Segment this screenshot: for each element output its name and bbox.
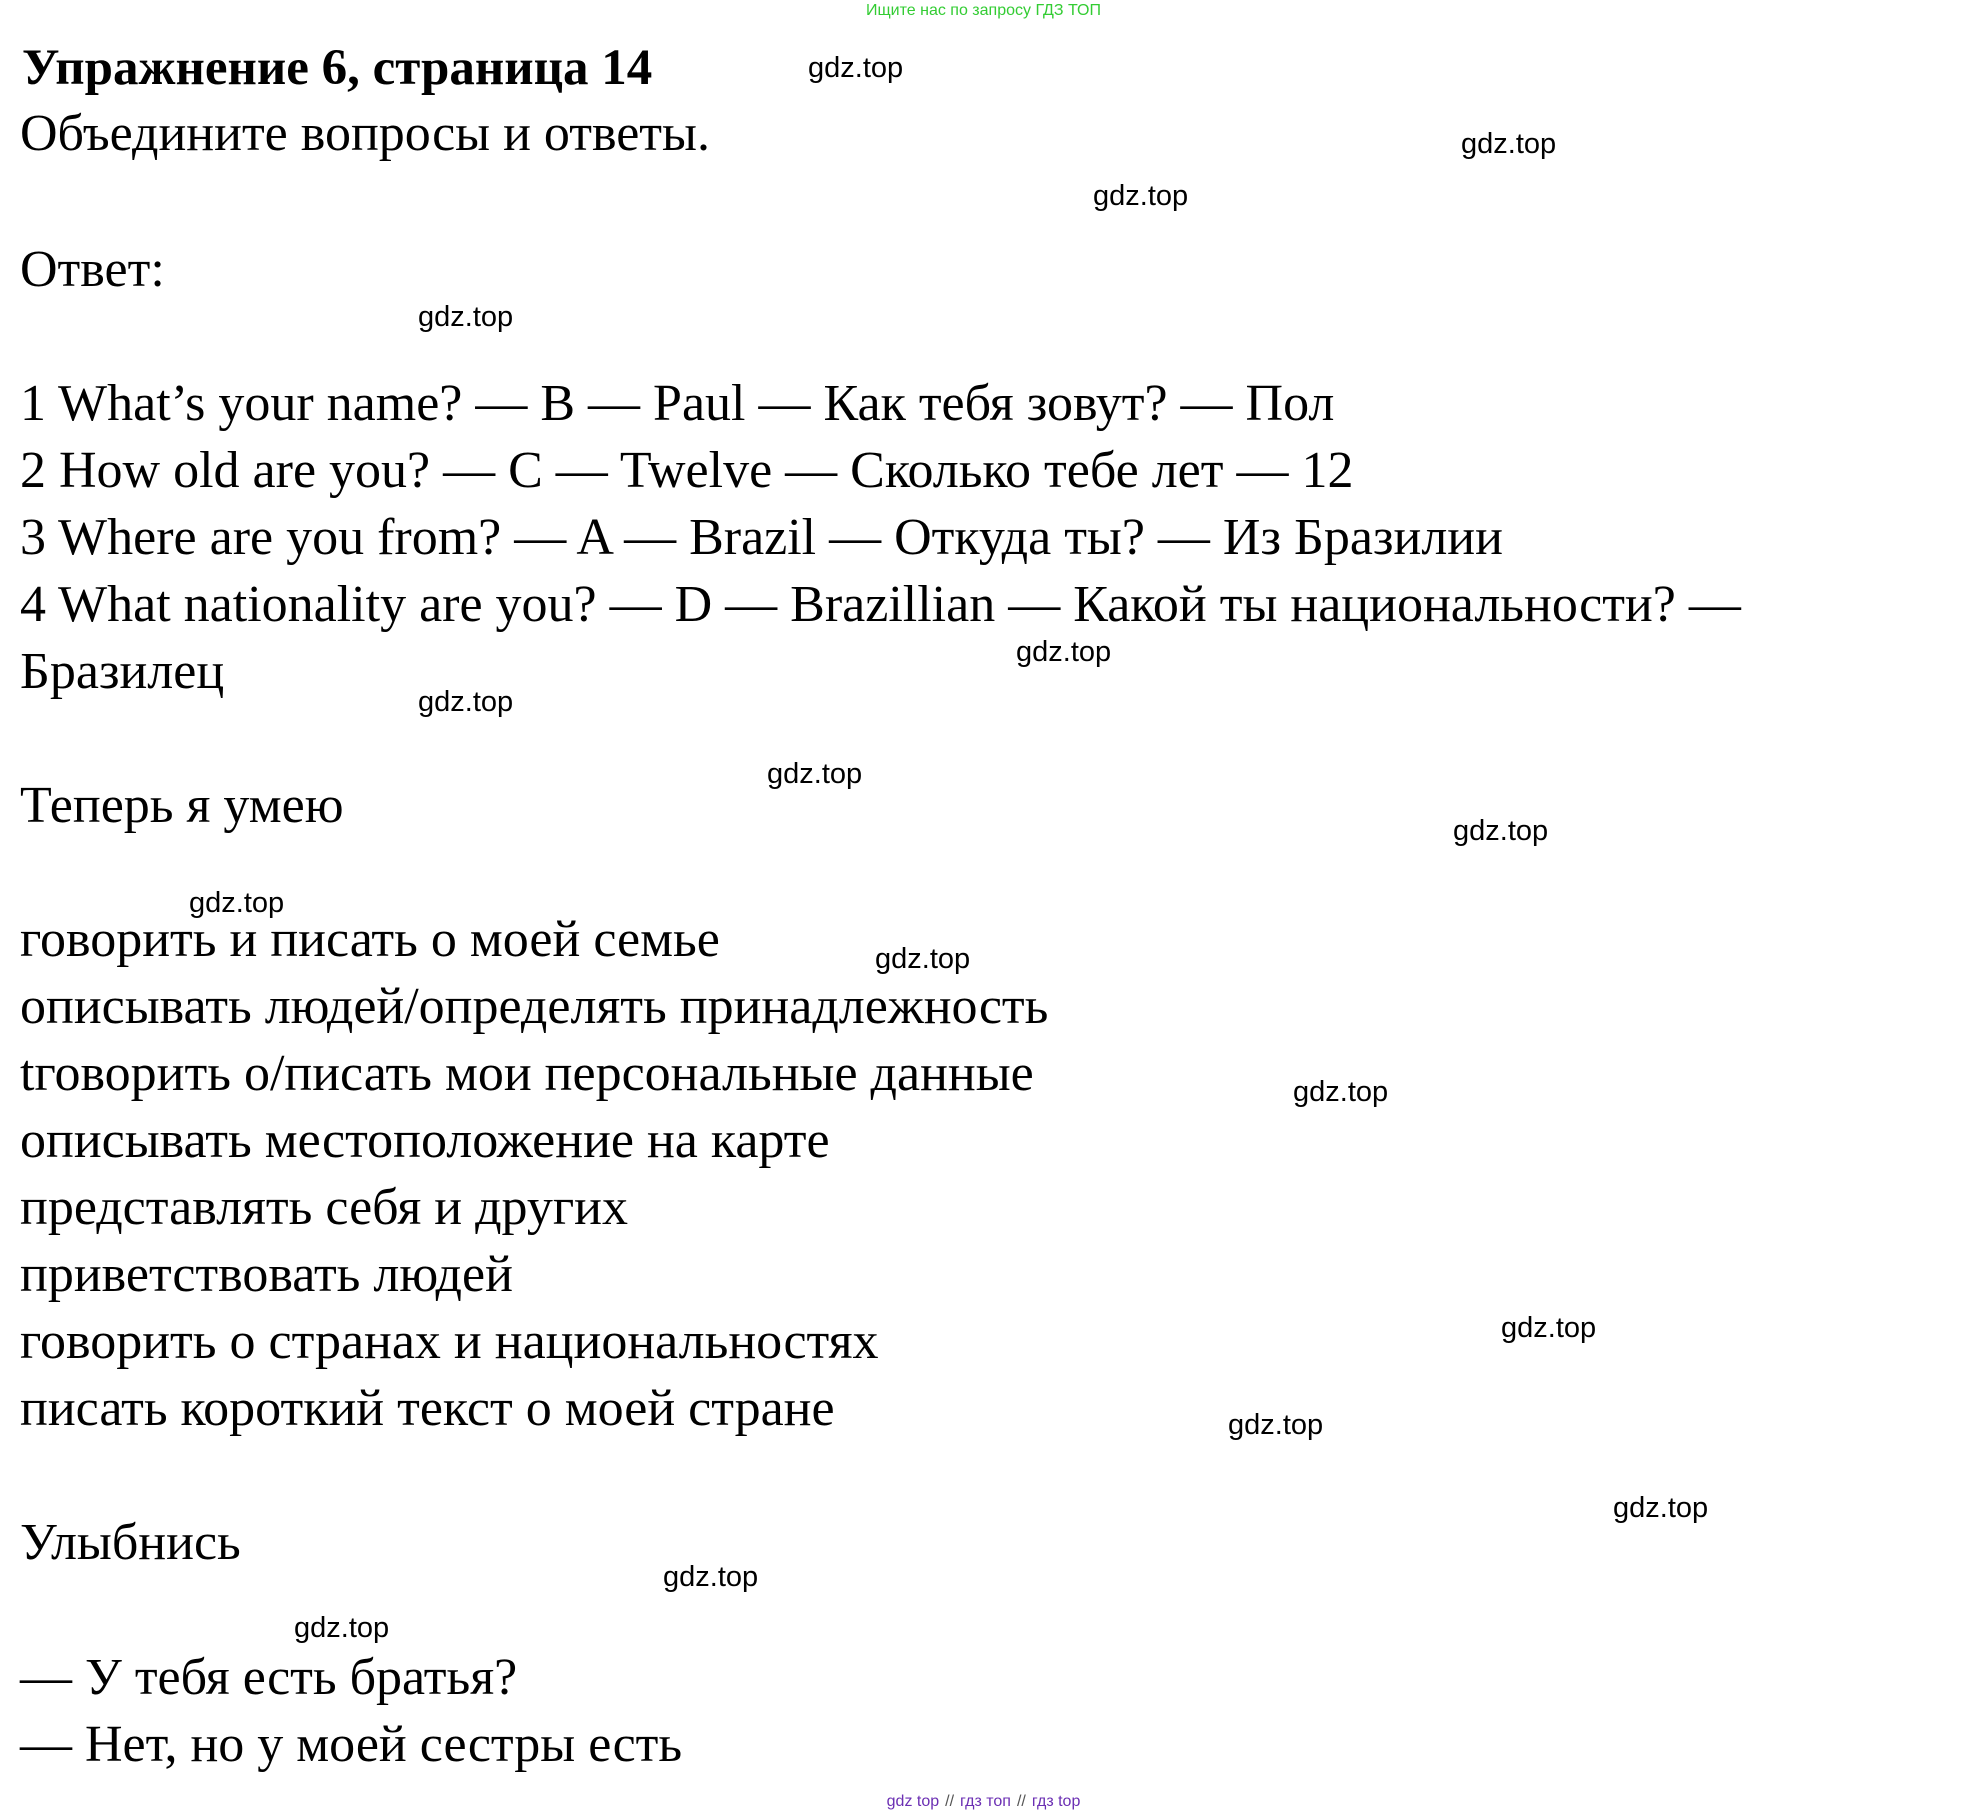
answer-line: 1 What’s your name? — B — Paul — Как тебя зовут? — Пол <box>20 375 1335 432</box>
instruction-text: Объедините вопросы и ответы. <box>20 105 710 162</box>
answer-line: 3 Where are you from? — A — Brazil — Откуда ты? — Из Бразилии <box>20 509 1503 566</box>
watermark: gdz.top <box>1613 1492 1709 1524</box>
watermark: gdz.top <box>1461 128 1557 160</box>
footer-separator: // <box>945 1793 955 1810</box>
footer-links <box>0 1793 1967 1811</box>
skill-item: представлять себя и других <box>20 1179 629 1236</box>
skill-item: писать короткий текст о моей стране <box>20 1380 835 1437</box>
watermark: gdz.top <box>1501 1312 1597 1344</box>
watermark: gdz.top <box>1016 636 1112 668</box>
answer-line: 2 How old are you? — C — Twelve — Сколько тебе лет — 12 <box>20 442 1354 499</box>
joke-line: — У тебя есть братья? <box>20 1649 518 1706</box>
watermark: gdz.top <box>875 943 971 975</box>
watermark: gdz.top <box>1453 815 1549 847</box>
skill-item: tговорить о/писать мои персональные данные <box>20 1045 1034 1102</box>
watermark: gdz.top <box>663 1561 759 1593</box>
skill-item: говорить и писать о моей семье <box>20 911 720 968</box>
watermark: gdz.top <box>418 301 514 333</box>
footer-link[interactable]: gdz top <box>886 1793 940 1810</box>
exercise-title: Упражнение 6, страница 14 <box>22 40 653 96</box>
watermark: gdz.top <box>418 686 514 718</box>
watermark: gdz.top <box>808 52 904 84</box>
skill-item: приветствовать людей <box>20 1246 513 1303</box>
watermark: gdz.top <box>1228 1409 1324 1441</box>
joke-line: — Нет, но у моей сестры есть <box>20 1716 683 1773</box>
skills-heading: Теперь я умею <box>20 777 344 834</box>
footer-link[interactable]: гдз top <box>1031 1793 1081 1810</box>
skill-item: описывать местоположение на карте <box>20 1112 830 1169</box>
skill-item: говорить о странах и национальностях <box>20 1313 879 1370</box>
footer-link[interactable]: гдз топ <box>960 1793 1011 1810</box>
smile-heading: Улыбнись <box>20 1514 241 1571</box>
top-banner: Ищите нас по запросу ГДЗ ТОП <box>866 2 1101 19</box>
footer-separator: // <box>1016 1793 1026 1810</box>
watermark: gdz.top <box>1293 1076 1389 1108</box>
skill-item: описывать людей/определять принадлежность <box>20 978 1049 1035</box>
answer-line: Бразилец <box>20 643 225 700</box>
answer-label: Ответ: <box>20 241 165 298</box>
watermark: gdz.top <box>294 1612 390 1644</box>
watermark: gdz.top <box>767 758 863 790</box>
watermark: gdz.top <box>1093 180 1189 212</box>
watermark: gdz.top <box>189 887 285 919</box>
answer-line: 4 What nationality are you? — D — Brazillian — Какой ты национальности? — <box>20 576 1741 633</box>
